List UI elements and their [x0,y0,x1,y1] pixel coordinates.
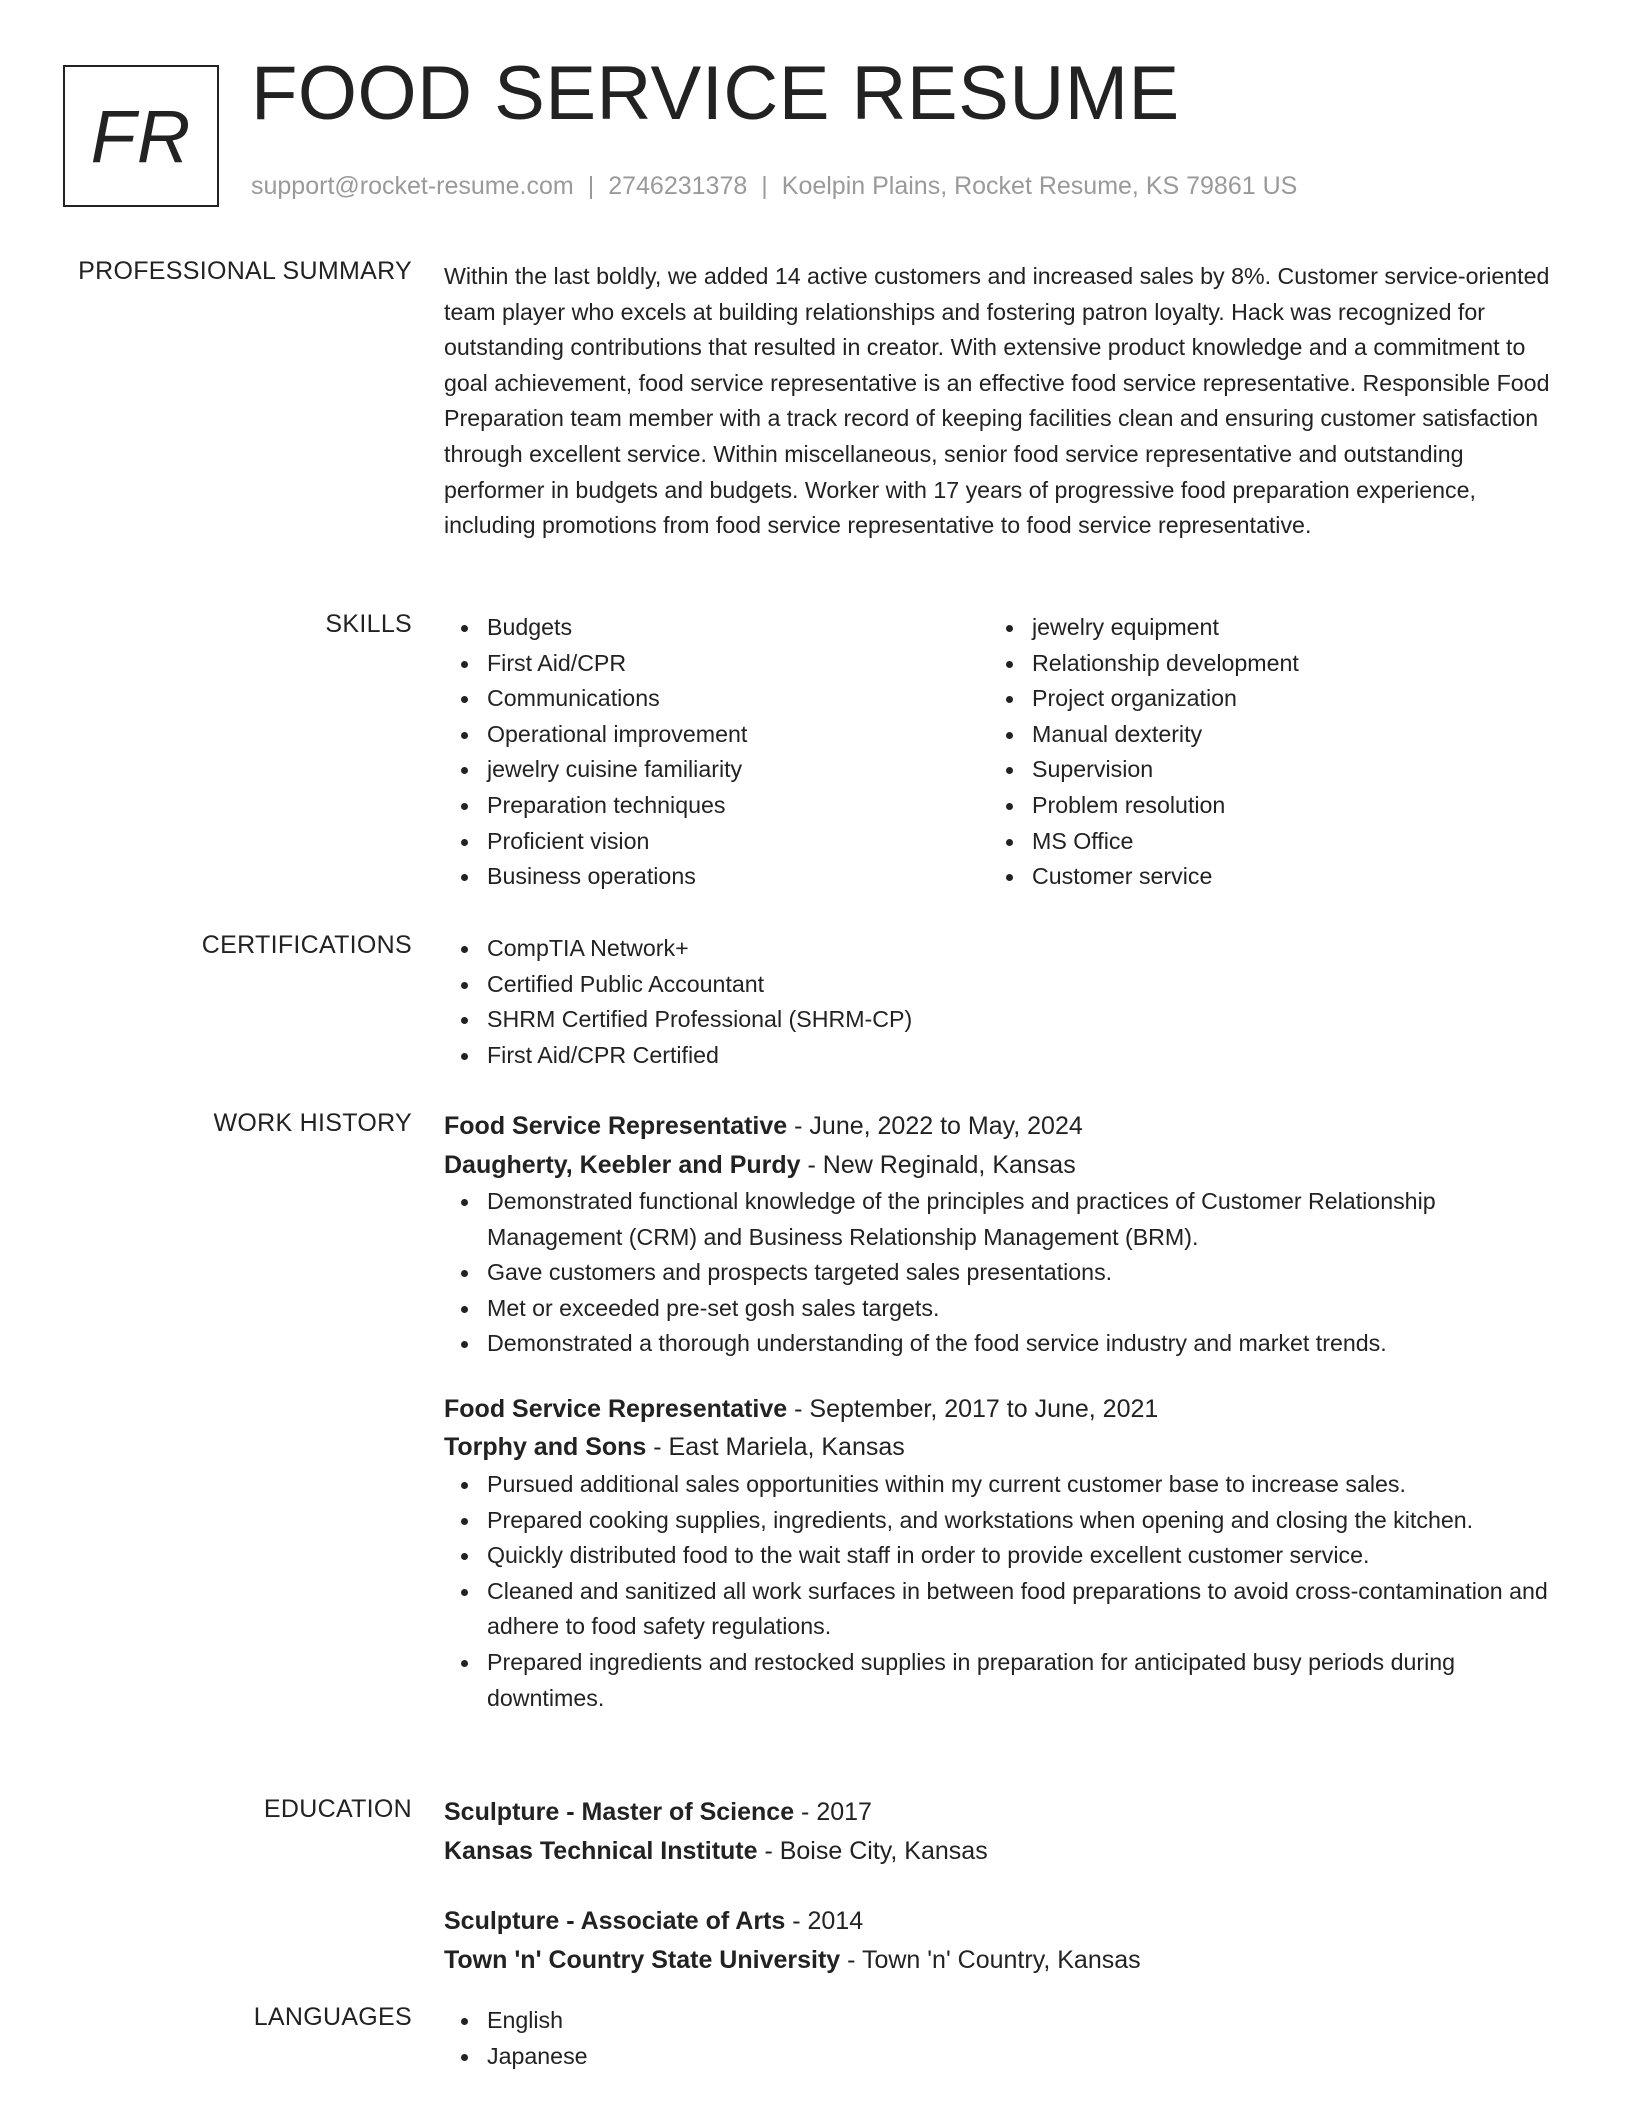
job-entry [444,1390,1554,1716]
certification-item: SHRM Certified Professional (SHRM-CP) [444,1002,1554,1038]
language-item: English [444,2003,1554,2039]
job-company: Daugherty, Keebler and Purdy [444,1150,801,1179]
skill-item: Budgets [444,610,989,646]
school-line [444,1941,1554,1980]
contact-phone: 2746231378 [608,172,748,200]
skill-item: Manual dexterity [989,717,1534,753]
skill-item: Preparation techniques [444,788,989,824]
education-entry [444,1902,1554,1979]
skill-item: Customer service [989,859,1534,895]
school-line [444,1832,1554,1871]
skill-item: Relationship development [989,646,1534,682]
work-history-label: WORK HISTORY [213,1109,412,1137]
skill-item: Proficient vision [444,824,989,860]
skill-item: Business operations [444,859,989,895]
certification-item: First Aid/CPR Certified [444,1038,1554,1074]
job-company-line [444,1146,1554,1185]
job-duty: Prepared ingredients and restocked supplies in preparation for anticipated busy periods during downtimes. [444,1645,1554,1716]
contact-email: support@rocket-resume.com [251,172,574,200]
degree-year: - 2017 [794,1798,872,1826]
contact-separator: | [587,172,595,200]
languages-list [444,2003,1554,2074]
job-duties-list [444,1184,1554,1362]
certifications-label: CERTIFICATIONS [201,931,412,959]
skill-item: Problem resolution [989,788,1534,824]
job-duty: Demonstrated functional knowledge of the principles and practices of Customer Relationship Management (CRM) and Business Relationship Management (BRM). [444,1184,1554,1255]
school-location: - Town 'n' Country, Kansas [840,1945,1141,1974]
job-location: - New Reginald, Kansas [800,1150,1076,1179]
job-duties-list [444,1467,1554,1716]
skill-item: Communications [444,681,989,717]
contact-address: Koelpin Plains, Rocket Resume, KS 79861 US [781,172,1298,200]
certification-item: CompTIA Network+ [444,931,1554,967]
resume-title: FOOD SERVICE RESUME [251,51,1180,136]
summary-text: Within the last boldly, we added 14 active customers and increased sales by 8%. Customer service-oriented team player who excels at building relationships and fostering patron loyalty. Hack was recognized for outstanding contributions that resulted in creator. With extensive product knowledge and a commitment to goal achievement, food service representative is an effective food service representative. Responsible Food Preparation team member with a track record of keeping facilities clean and ensuring customer satisfaction through excellent service. Within miscellaneous, senior food service representative and outstanding performer in budgets and budgets. Worker with 17 years of progressive food preparation experience, including promotions from food service representative to food service representative. [444,263,1550,539]
job-title: Food Service Representative [444,1112,788,1140]
job-duty: Gave customers and prospects targeted sales presentations. [444,1255,1554,1291]
summary-label: PROFESSIONAL SUMMARY [78,257,412,285]
job-duty: Pursued additional sales opportunities within my current customer base to increase sales. [444,1467,1554,1503]
skill-item: jewelry equipment [989,610,1534,646]
school-location: - Boise City, Kansas [757,1836,988,1865]
certifications-list [444,931,1554,1073]
job-duty: Quickly distributed food to the wait staff in order to provide excellent customer service. [444,1538,1554,1574]
skill-item: Operational improvement [444,717,989,753]
degree: Sculpture - Master of Science [444,1798,795,1826]
job-title: Food Service Representative [444,1394,788,1423]
job-duty: Met or exceeded pre-set gosh sales targets. [444,1291,1554,1327]
skill-item: jewelry cuisine familiarity [444,752,989,788]
skill-item: Project organization [989,681,1534,717]
job-company: Torphy and Sons [444,1433,647,1462]
certifications-body [444,931,1554,1073]
contact-separator: | [761,172,768,200]
job-company-line [444,1428,1554,1467]
work-history-body [444,1107,1554,1716]
education-entry [444,1793,1554,1870]
job-duty: Cleaned and sanitized all work surfaces in between food preparations to avoid cross-contamination and adhere to food safety regulations. [444,1574,1554,1645]
skill-item: Supervision [989,752,1534,788]
job-entry [444,1107,1554,1362]
education-body [444,1793,1554,1979]
job-location: - East Mariela, Kansas [646,1433,905,1462]
job-title-line [444,1107,1554,1146]
skills-list-left [444,610,989,895]
skill-item: MS Office [989,824,1534,860]
summary-body [444,259,1554,544]
degree-year: - 2014 [785,1907,864,1935]
languages-body [444,2003,1554,2074]
degree-line [444,1902,1554,1941]
monogram-logo [63,65,219,207]
school: Town 'n' Country State University [444,1945,841,1974]
degree-line [444,1793,1554,1832]
job-dates: - June, 2022 to May, 2024 [787,1112,1083,1140]
monogram-text: FR [90,94,192,178]
job-duty: Demonstrated a thorough understanding of the food service industry and market trends. [444,1326,1554,1362]
skills-body [444,610,1554,895]
skills-list-right [989,610,1534,895]
skills-label: SKILLS [325,610,412,638]
contact-line [251,172,1297,201]
languages-label: LANGUAGES [253,2003,412,2031]
language-item: Japanese [444,2039,1554,2075]
school: Kansas Technical Institute [444,1836,758,1865]
job-title-line [444,1390,1554,1429]
certification-item: Certified Public Accountant [444,967,1554,1003]
skill-item: First Aid/CPR [444,646,989,682]
education-label: EDUCATION [263,1795,412,1823]
job-dates: - September, 2017 to June, 2021 [787,1394,1159,1423]
degree: Sculpture - Associate of Arts [444,1907,786,1935]
job-duty: Prepared cooking supplies, ingredients, and workstations when opening and closing the kitchen. [444,1503,1554,1539]
skills-columns [444,610,1554,895]
